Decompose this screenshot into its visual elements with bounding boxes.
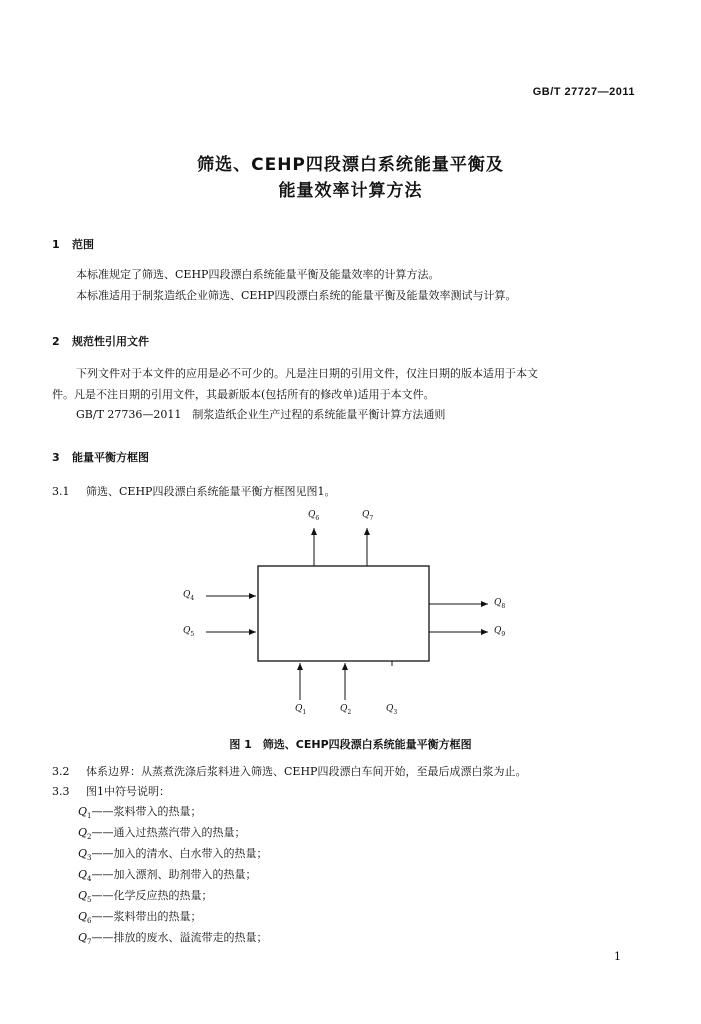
section-3-heading: 3 能量平衡方框图 (52, 451, 149, 464)
section-1-para-2: 本标准适用于制浆造纸企业筛选、CEHP四段漂白系统的能量平衡及能量效率测试与计算。 (76, 289, 517, 302)
label-q4: $Q_4$ (183, 590, 195, 602)
symbol-item-q2: $Q_2——$通入过热蒸汽带入的热量； (78, 826, 246, 842)
symbol-list (78, 804, 268, 951)
section-1-para-1: 本标准规定了筛选、CEHP四段漂白系统能量平衡及能量效率的计算方法。 (76, 268, 440, 281)
symbol-item-q7: $Q_7——$排放的废水、溢流带走的热量； (78, 931, 268, 947)
symbol-item-q6: $Q_6——$浆料带出的热量； (78, 910, 202, 926)
section-1-heading: 1 范围 (52, 238, 94, 251)
label-q2: $Q_2$ (340, 704, 352, 716)
system-box (258, 566, 429, 661)
symbol-item-q3: $Q_3——$加入的清水、白水带入的热量； (78, 847, 268, 863)
document-title-line1: 筛选、CEHP四段漂白系统能量平衡及 (197, 155, 504, 175)
section-2-para-1: 下列文件对于本文件的应用是必不可少的。凡是注日期的引用文件，仅注日期的版本适用于本文 (76, 367, 538, 380)
clause-3-1: 3.1 筛选、CEHP四段漂白系统能量平衡方框图见图1。 (52, 485, 336, 498)
label-q5: $Q_5$ (183, 626, 195, 638)
figure-caption: 图 1 筛选、CEHP四段漂白系统能量平衡方框图 (229, 738, 472, 751)
section-2-heading: 2 规范性引用文件 (52, 335, 149, 348)
label-q7: $Q_7$ (362, 510, 374, 522)
symbol-item-q1: $Q_1——$浆料带入的热量； (78, 805, 202, 821)
page-number: 1 (614, 950, 621, 963)
label-q9: $Q_9$ (494, 626, 506, 638)
standard-number: GB/T 27727—2011 (532, 86, 635, 98)
clause-3-3: 3.3 图1中符号说明： (52, 785, 170, 798)
clause-3-2: 3.2 体系边界：从蒸煮洗涤后浆料进入筛选、CEHP四段漂白车间开始，至最后成漂白浆为止。 (52, 765, 527, 778)
label-q3: $Q_3$ (386, 704, 398, 716)
label-q1: $Q_1$ (295, 704, 307, 716)
label-q6: $Q_6$ (308, 510, 320, 522)
section-2-reference: GB/T 27736—2011 制浆造纸企业生产过程的系统能量平衡计算方法通则 (76, 408, 446, 421)
symbol-item-q5: $Q_5——$化学反应热的热量； (78, 889, 213, 905)
section-2-para-2: 件。凡是不注日期的引用文件，其最新版本(包括所有的修改单)适用于本文件。 (52, 388, 435, 401)
document-title-line2: 能量效率计算方法 (278, 181, 423, 201)
label-q8: $Q_8$ (494, 598, 506, 610)
symbol-item-q4: $Q_4——$加入漂剂、助剂带入的热量； (78, 868, 257, 884)
